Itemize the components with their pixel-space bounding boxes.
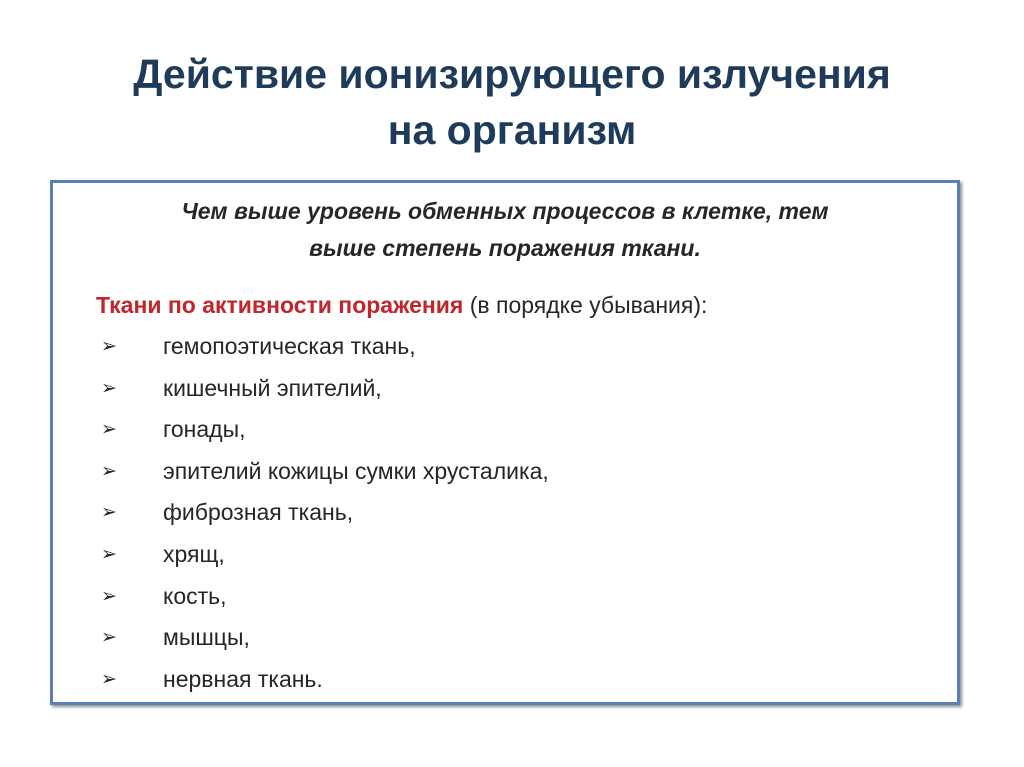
list-item-label: нервная ткань. (163, 665, 323, 692)
list-item (101, 414, 549, 456)
tissue-list (101, 331, 549, 705)
list-item-label: хрящ, (163, 540, 225, 567)
list-item-label: фиброзная ткань, (163, 499, 354, 526)
arrow-bullet-icon: ➢ (101, 459, 117, 482)
arrow-bullet-icon: ➢ (101, 584, 117, 607)
list-heading (96, 290, 707, 320)
intro-line-1: Чем выше уровень обменных процессов в клетке, тем (181, 198, 829, 224)
arrow-bullet-icon: ➢ (101, 667, 117, 690)
list-item (101, 373, 549, 415)
arrow-bullet-icon: ➢ (101, 542, 117, 565)
arrow-bullet-icon: ➢ (101, 335, 117, 357)
list-heading-accent: Ткани по активности поражения (96, 292, 464, 318)
list-item (101, 581, 549, 623)
slide-title (40, 46, 984, 158)
list-item (101, 539, 549, 581)
intro-line-2: выше степень поражения ткани. (309, 235, 701, 261)
arrow-bullet-icon: ➢ (101, 501, 117, 524)
list-item (101, 456, 549, 498)
list-item-label: эпителий кожицы сумки хрусталика, (163, 457, 549, 484)
list-item-label: кость, (163, 582, 227, 609)
list-item-label: мышцы, (163, 624, 250, 651)
title-line-1: Действие ионизирующего излучения (133, 51, 891, 97)
arrow-bullet-icon: ➢ (101, 418, 117, 441)
list-item (101, 622, 549, 664)
list-item-label: гонады, (163, 416, 246, 443)
intro-statement (63, 193, 947, 267)
list-item (101, 331, 549, 373)
arrow-bullet-icon: ➢ (101, 626, 117, 649)
list-item (101, 664, 549, 706)
list-item-label: кишечный эпителий, (163, 374, 382, 401)
title-line-2: на организм (387, 107, 637, 153)
list-heading-rest: (в порядке убывания): (463, 292, 708, 318)
content-box (50, 180, 960, 705)
list-item-label: гемопоэтическая ткань, (163, 333, 416, 359)
list-item (101, 497, 549, 539)
arrow-bullet-icon: ➢ (101, 376, 117, 399)
